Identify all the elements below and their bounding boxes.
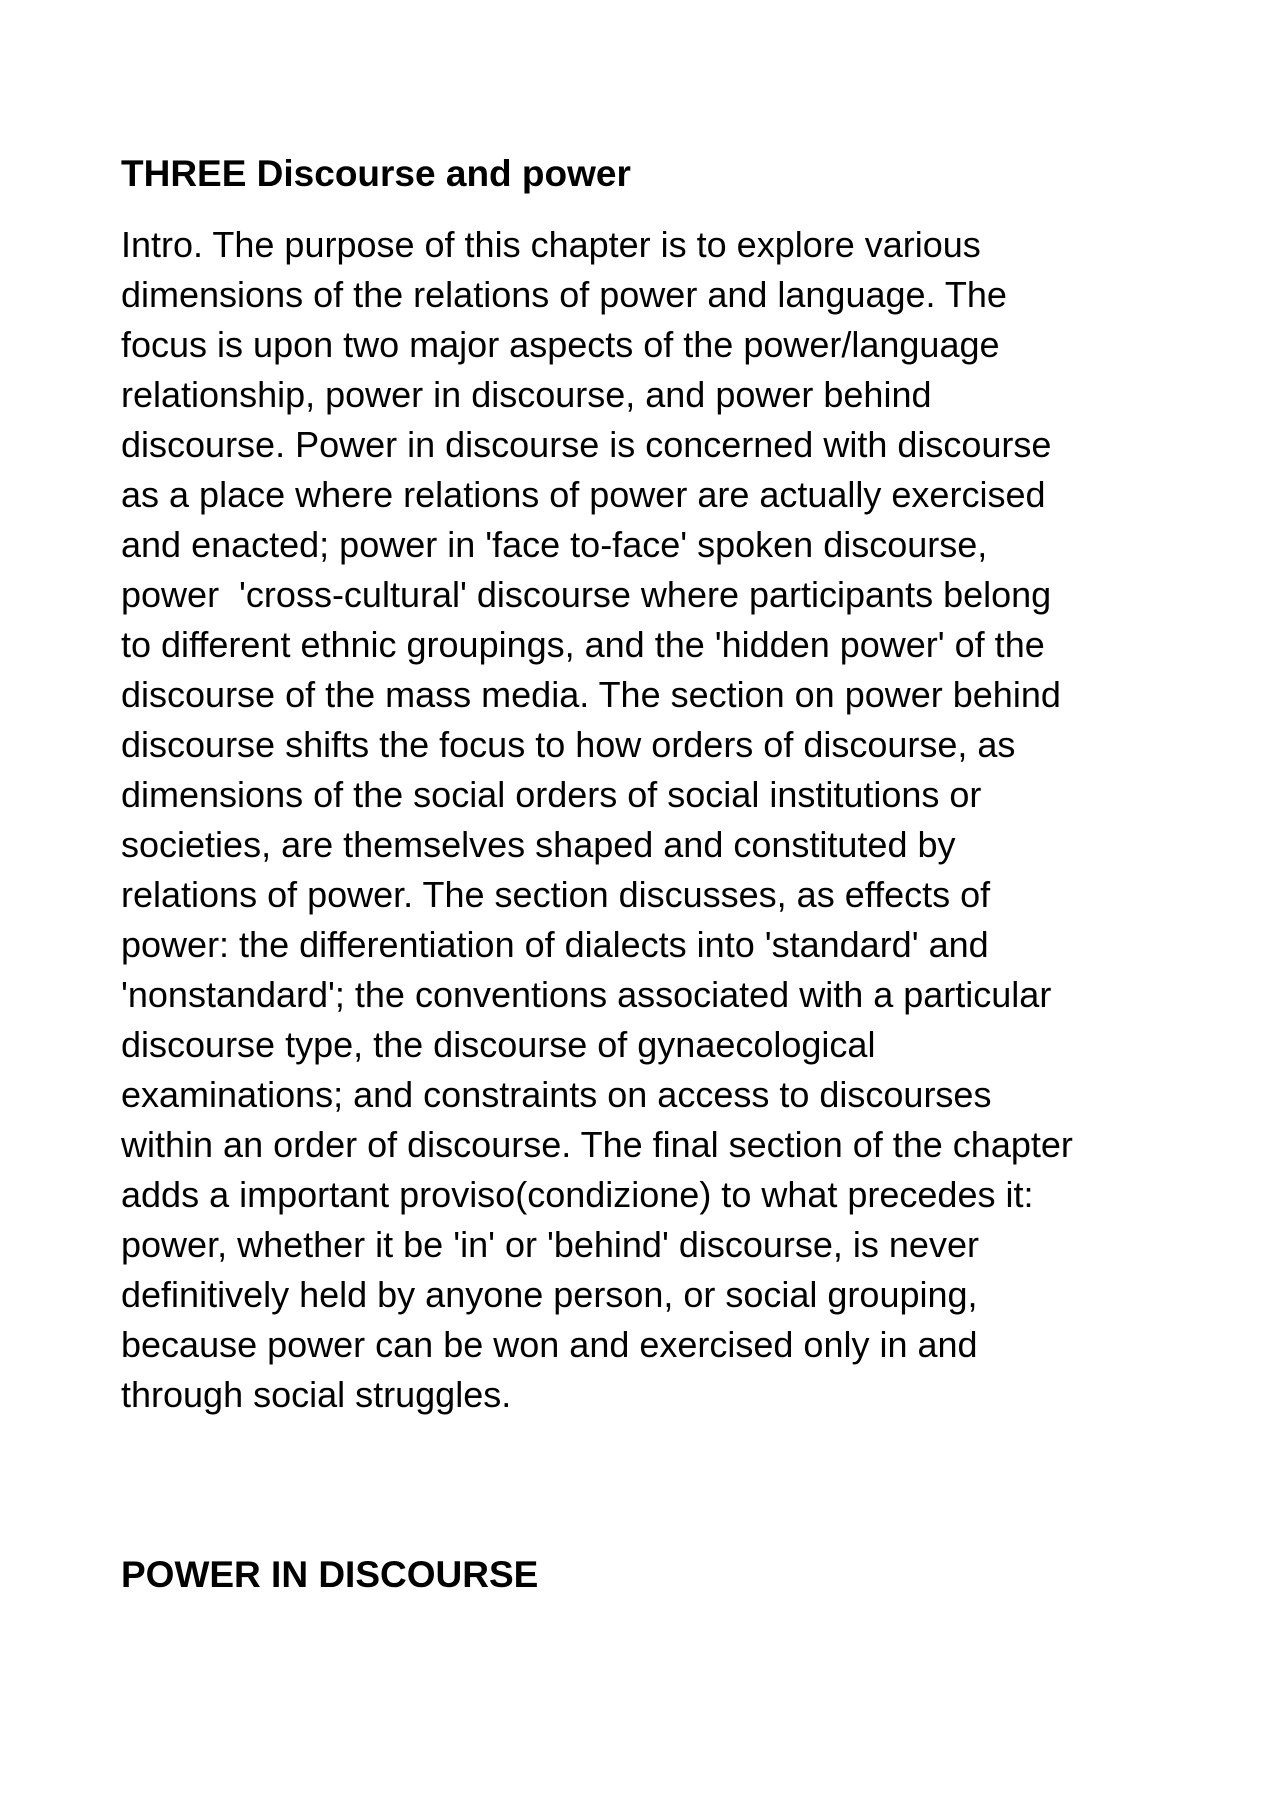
intro-line: power, whether it be 'in' or 'behind' discourse, is never [121, 1224, 979, 1265]
intro-line: discourse of the mass media. The section on power behind [121, 674, 1061, 715]
intro-line: within an order of discourse. The final section of the chapter [121, 1124, 1073, 1165]
intro-line: focus is upon two major aspects of the power/language [121, 324, 1000, 365]
intro-line: 'nonstandard'; the conventions associated with a particular [121, 974, 1052, 1015]
intro-line: power: the differentiation of dialects into 'standard' and [121, 924, 989, 965]
intro-line: definitively held by anyone person, or social grouping, [121, 1274, 978, 1315]
intro-line: societies, are themselves shaped and constituted by [121, 824, 956, 865]
intro-line: because power can be won and exercised only in and [121, 1324, 978, 1365]
intro-paragraph [121, 220, 1171, 1420]
intro-line: discourse shifts the focus to how orders of discourse, as [121, 724, 1016, 765]
section-heading: POWER IN DISCOURSE [121, 1554, 539, 1595]
intro-line: power 'cross-cultural' discourse where participants belong [121, 574, 1052, 615]
intro-line: dimensions of the social orders of social institutions or [121, 774, 982, 815]
intro-line: as a place where relations of power are actually exercised [121, 474, 1046, 515]
intro-line: Intro. The purpose of this chapter is to explore various [121, 224, 981, 265]
intro-line: through social struggles. [121, 1374, 512, 1415]
intro-line: dimensions of the relations of power and language. The [121, 274, 1007, 315]
chapter-title: THREE Discourse and power [121, 153, 631, 194]
intro-line: examinations; and constraints on access to discourses [121, 1074, 992, 1115]
intro-line: discourse. Power in discourse is concerned with discourse [121, 424, 1052, 465]
intro-line: to different ethnic groupings, and the 'hidden power' of the [121, 624, 1045, 665]
intro-line: relationship, power in discourse, and power behind [121, 374, 932, 415]
intro-line: relations of power. The section discusses, as effects of [121, 874, 991, 915]
intro-line: and enacted; power in 'face to-face' spoken discourse, [121, 524, 988, 565]
intro-line: discourse type, the discourse of gynaecological [121, 1024, 876, 1065]
intro-line: adds a important proviso(condizione) to what precedes it: [121, 1174, 1034, 1215]
